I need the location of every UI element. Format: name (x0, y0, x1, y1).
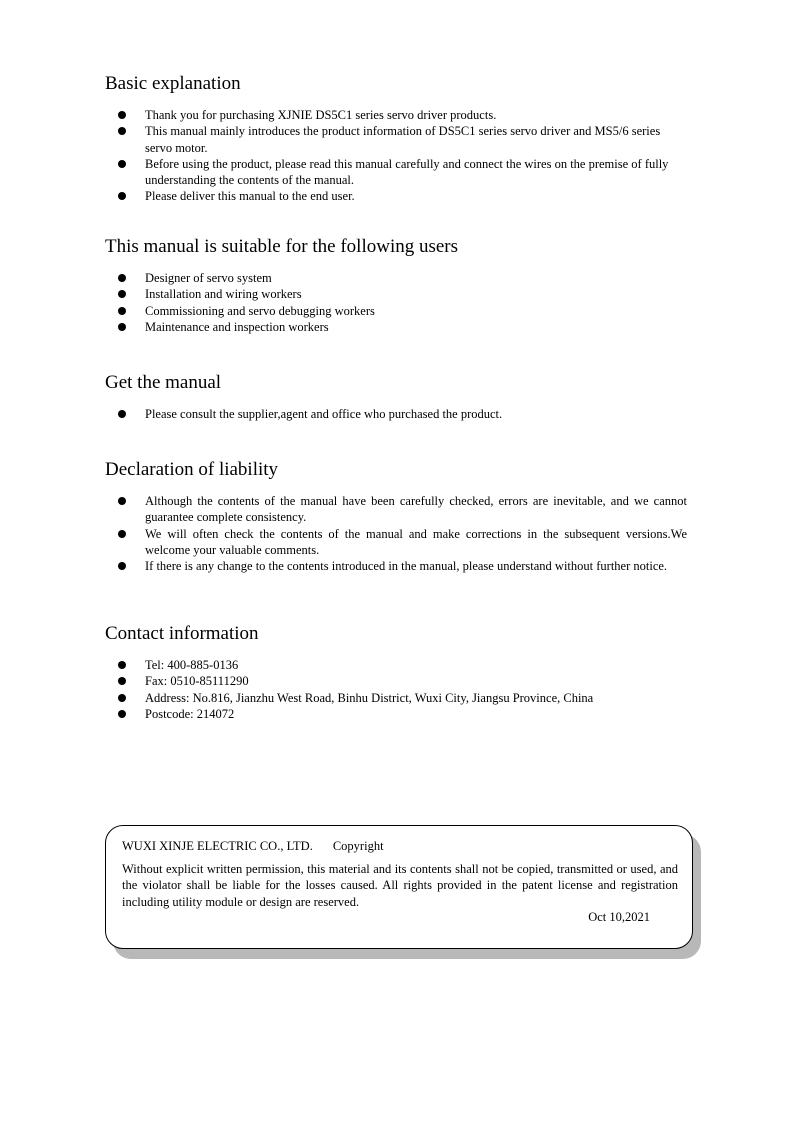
contact-fax: Fax: 0510-85111290 (145, 674, 249, 689)
list-item: Designer of servo system (0, 270, 687, 286)
list-item (0, 673, 687, 689)
list-item (0, 706, 687, 722)
bullet-icon (118, 562, 126, 570)
bullet-icon (118, 661, 126, 669)
bullet-icon (118, 410, 126, 418)
bullet-icon (118, 307, 126, 315)
contact-tel: Tel: 400-885-0136 (145, 658, 239, 672)
bullet-icon (118, 290, 126, 298)
copyright-body: Without explicit written permission, this material and its contents shall not be copied, transmitted or used, and the violator shall be liable for the losses caused. All rights provided in the patent license and registration including utility module or design are reserved. (122, 862, 678, 909)
bullet-list-suitable-users (0, 270, 793, 335)
list-item: Please deliver this manual to the end user. (0, 188, 687, 204)
bullet-icon (118, 710, 126, 718)
bullet-icon (118, 530, 126, 538)
bullet-icon (118, 160, 126, 168)
bullet-list-declaration-of-liability (0, 493, 793, 574)
section-heading-declaration-of-liability: Declaration of liability (105, 459, 279, 480)
bullet-icon (118, 192, 126, 200)
copyright-label: Copyright (332, 839, 384, 853)
bullet-list-basic-explanation (0, 107, 793, 205)
section-heading-get-the-manual: Get the manual (105, 372, 222, 393)
bullet-icon (118, 111, 126, 119)
list-item (0, 657, 687, 673)
bullet-icon (118, 694, 126, 702)
list-item (0, 690, 687, 706)
bullet-list-get-the-manual (0, 406, 793, 422)
list-item: Although the contents of the manual have been carefully checked, errors are inevitable, and we cannot guarantee complete consistency. (0, 493, 687, 526)
bullet-icon (118, 677, 126, 685)
list-item: Before using the product, please read this manual carefully and connect the wires on the premise of fully understanding the contents of the manual. (0, 156, 687, 189)
list-item: Commissioning and servo debugging workers (0, 303, 687, 319)
bullet-icon (118, 323, 126, 331)
list-item: Maintenance and inspection workers (0, 319, 687, 335)
contact-postcode: Postcode: 214072 (145, 706, 235, 721)
copyright-box (105, 825, 693, 949)
list-item: Please consult the supplier,agent and office who purchased the product. (0, 406, 687, 422)
list-item: Installation and wiring workers (0, 286, 687, 302)
list-item: This manual mainly introduces the product information of DS5C1 series servo driver and MS5/6 series servo motor. (0, 123, 687, 156)
bullet-list-contact-information (0, 657, 793, 722)
section-heading-basic-explanation: Basic explanation (105, 73, 241, 94)
copyright-header (122, 838, 384, 854)
contact-address: Address: No.816, Jianzhu West Road, Binhu District, Wuxi City, Jiangsu Province, China (145, 690, 594, 705)
section-heading-suitable-users: This manual is suitable for the following users (105, 236, 459, 257)
company-name: WUXI XINJE ELECTRIC CO., LTD. (122, 839, 313, 853)
list-item: If there is any change to the contents introduced in the manual, please understand without further notice. (0, 558, 687, 574)
list-item: We will often check the contents of the manual and make corrections in the subsequent versions.We welcome your valuable comments. (0, 526, 687, 559)
bullet-icon (118, 127, 126, 135)
section-heading-contact-information: Contact information (105, 623, 259, 644)
bullet-icon (118, 497, 126, 505)
bullet-icon (118, 274, 126, 282)
copyright-date: Oct 10,2021 (588, 910, 650, 924)
list-item: Thank you for purchasing XJNIE DS5C1 series servo driver products. (0, 107, 687, 123)
